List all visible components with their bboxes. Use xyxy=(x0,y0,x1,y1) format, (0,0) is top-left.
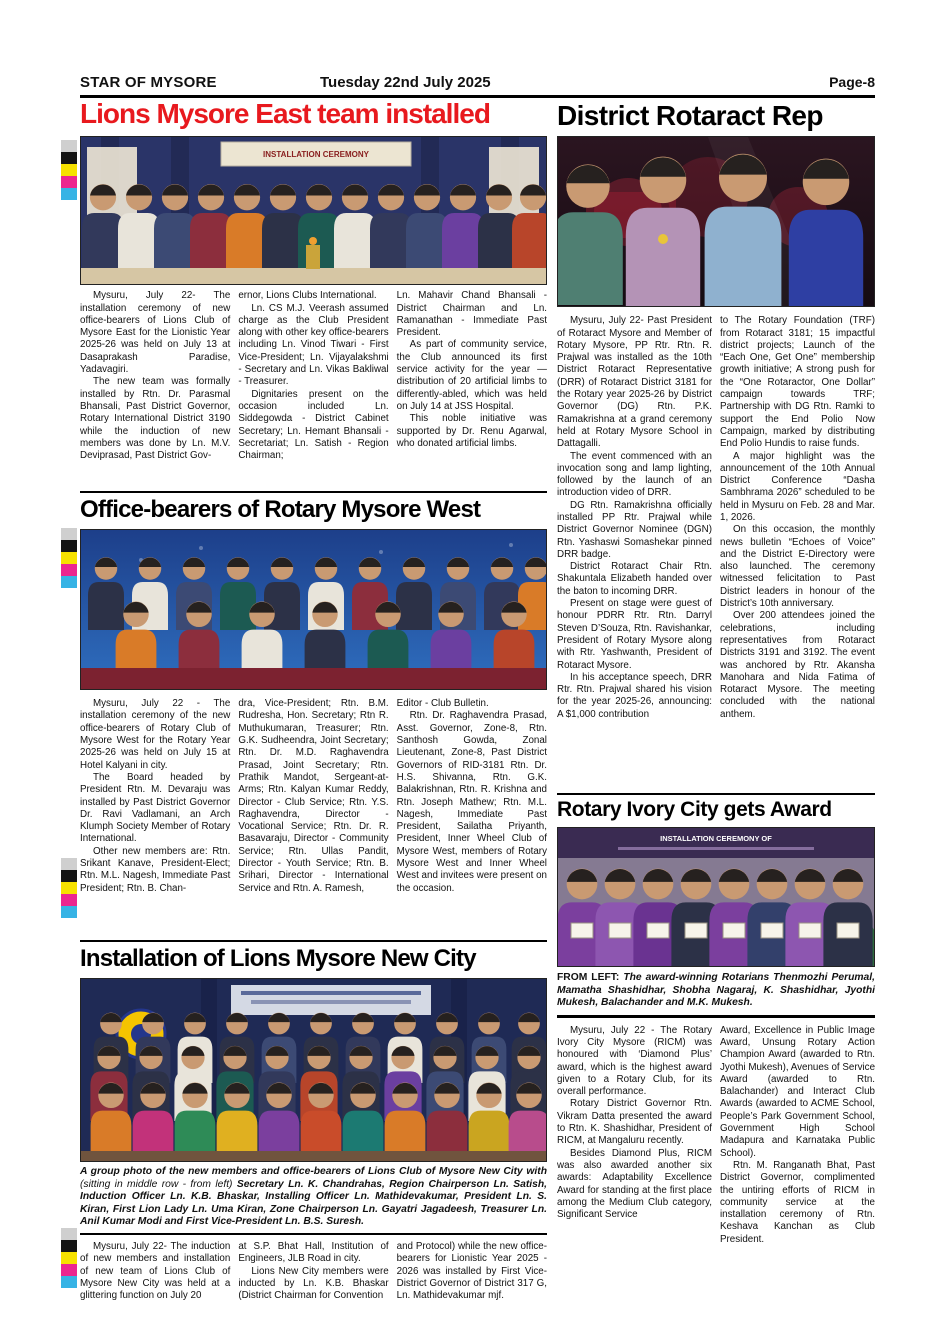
text-column xyxy=(720,315,875,787)
reg-chip-black xyxy=(61,540,77,552)
paragraph: On this occasion, the monthly news bulletin “Echoes of Voice” and the District E-Directory were also launched. The ceremony witnessed felicitation to Past District leaders in honour of the District’s 10th anniversary. xyxy=(720,524,875,610)
text-column xyxy=(397,290,547,482)
caption-text: (sitting in middle row - from left) xyxy=(80,1178,237,1190)
article-headline: Installation of Lions Mysore New City xyxy=(80,946,476,973)
article-headline: Office-bearers of Rotary Mysore West xyxy=(80,497,481,524)
paragraph: Rtn. Dr. Raghavendra Prasad, Asst. Governor, Zone-8, Rtn. Santhosh Gowda, Zonal Lieutenant, Zone-8, Past District Governors of RID-3181 Rtn. Dr. H.S. Shivanna, Rtn. G.K. Balakrishnan, Rtn. R. Krishna and Rtn. Joseph Mathew; Rtn. M.L. Nagesh, Immediate Past President, Sailatha Priyanth, President, Inner Wheel Club of Mysore West, members of Rotary Mysore West and Inner Wheel West and invitees were present on the occasion. xyxy=(396,710,547,894)
article-body xyxy=(80,698,547,933)
reg-chip-cyan xyxy=(61,188,77,200)
text-column xyxy=(557,1025,712,1287)
article-body xyxy=(80,290,547,482)
right-column xyxy=(557,101,875,1287)
photo-caption xyxy=(80,1166,547,1235)
article-body xyxy=(80,1241,547,1337)
text-column xyxy=(397,1241,547,1337)
paragraph: As part of community service, the Club announced its first service activity for the year — distribution of 20 artificial limbs to differently-abled, which was held on July 14 at JSS Hospital. xyxy=(396,339,547,412)
paragraph: Ln. Mahavir Chand Bhansali - District Chairman and Ln. Ramanathan - Immediate Past President. xyxy=(396,290,547,339)
reg-chip-black xyxy=(61,1240,77,1252)
reg-chip-gray xyxy=(61,1228,77,1240)
article-body xyxy=(557,1025,875,1287)
paragraph: ernor, Lions Clubs International. xyxy=(238,290,377,302)
paragraph: Other new members are: Rtn. Srikant Kanave, President-Elect; Rtn. M.L. Nagesh, Immediate Past President; Rtn. B. Chan- xyxy=(80,845,231,894)
reg-chip-magenta xyxy=(61,894,77,906)
article-lions-east xyxy=(80,99,547,482)
registration-marks xyxy=(61,528,77,588)
paragraph: The Board headed by President Rtn. M. Devaraju was installed by Past District Governor Dr. Ravi Vadlamani, an Arch Klumph Society Member of Rotary International. xyxy=(80,771,231,845)
caption-label: FROM LEFT: xyxy=(557,971,620,983)
text-column xyxy=(557,315,712,787)
paragraph: Award, Excellence in Public Image Award, Unsung Rotary Action Champion Award (awarded to Rtn. Jyothi Mukesh), Avenues of Service Award (awarded to Rtn. Balachander) and Interact Club Awards (awarded to ACME School, People’s Park Government School, Government High School Madapura and Karnataka Public School). xyxy=(720,1024,875,1159)
photo-banner-text: INSTALLATION CEREMONY OF xyxy=(660,833,772,843)
paragraph: A major highlight was the announcement of the 10th Annual District Conference “Dasha Sambhrama 2026” scheduled to be held in Mysuru on Feb. 28 and Mar. 1, 2026. xyxy=(720,450,875,523)
article-body xyxy=(557,315,875,787)
paragraph: Mysuru, July 22- The induction of new members and installation of new team of Lions Club of Mysore New City was held at a glittering function on July 20 xyxy=(80,1241,231,1302)
article-headline: Rotary Ivory City gets Award xyxy=(557,799,832,822)
reg-chip-cyan xyxy=(61,1276,77,1288)
issue-date: Tuesday 22nd July 2025 xyxy=(320,74,491,91)
registration-marks xyxy=(61,1228,77,1288)
paragraph: Mysuru, July 22- The installation ceremony of new office-bearers of Lions Club of Mysore East for the Lionistic Year 2025-26 was held on July 13 at Dasaprakash Paradise, Yadavagiri. xyxy=(80,290,231,376)
paragraph: Dignitaries present on the occasion included Ln. Siddegowda - District Cabinet Secretary; Ln. Hemant Bhansali - Secretariat; Ln. Satish - Region Chairman; xyxy=(238,388,389,462)
paragraph: at S.P. Bhat Hall, Institution of Engineers, JLB Road in city. xyxy=(238,1241,389,1265)
paragraph: The event commenced with an invocation song and lamp lighting, followed by the launch of an introduction video of DRR. xyxy=(557,450,712,499)
text-column xyxy=(80,1241,230,1337)
reg-chip-gray xyxy=(61,858,77,870)
reg-chip-gray xyxy=(61,528,77,540)
header-rule xyxy=(80,95,875,98)
article-ivory-city xyxy=(557,793,875,1286)
paragraph: Over 200 attendees joined the celebrations, including representatives from Rotaract Districts 3191 and 3192. The event was anchored by Rtr. Akansha Manohara and Nida Fatima of Rotaract Mysore. The meeting concluded with the national anthem. xyxy=(720,610,875,720)
paragraph: The new team was formally installed by Rtn. Dr. Parasmal Bhansali, Past District Governor, Rotary International District 3190 while the induction of new members was done by Ln. M.V. Deviprasad, Past District Gov- xyxy=(80,376,231,462)
page-number: Page-8 xyxy=(829,74,875,90)
paragraph: Mysuru, July 22- Past President of Rotaract Mysore and Member of Rotary Mysore, PP Rtr. Rtn. R. Prajwal was installed as the 10th District Rotaract Representative (DRR) of Rotaract District 3181 for the Rotary year 2025-26 by District Governor (DG) Rtn. P.K. Ramakrishna at a grand ceremony held at Rotary Mysore School in Dattagalli. xyxy=(557,315,712,450)
rotary-west-photo xyxy=(80,529,547,690)
text-column xyxy=(720,1025,875,1287)
reg-chip-magenta xyxy=(61,176,77,188)
reg-chip-yellow xyxy=(61,552,77,564)
paragraph: Lions New City members were inducted by Ln. K.B. Bhaskar (District Chairman for Convention xyxy=(238,1265,389,1302)
reg-chip-magenta xyxy=(61,564,77,576)
reg-chip-cyan xyxy=(61,576,77,588)
reg-chip-cyan xyxy=(61,906,77,918)
rotaract-photo xyxy=(557,136,875,307)
registration-marks xyxy=(61,140,77,200)
article-headline: Lions Mysore East team installed xyxy=(80,99,490,129)
reg-chip-gray xyxy=(61,140,77,152)
reg-chip-yellow xyxy=(61,1252,77,1264)
text-column xyxy=(80,290,230,482)
text-column xyxy=(397,698,547,933)
reg-chip-magenta xyxy=(61,1264,77,1276)
caption-text: Secretary Ln. K. Chandrahas, Region Chairperson Ln. Satish, Induction Officer Ln. K.B. Bhaskar, Installing Officer Ln. Mathidevakumar, President Ln. S. Kiran, First Lion Lady Ln. Uma Kiran, Zone Chairperson Ln. Gayatri Jagadeesh, Treasurer Ln. Anil Kumar Modi and First Vice-President Ln. B.S. Suresh. xyxy=(80,1178,547,1228)
paragraph: dra, Vice-President; Rtn. B.M. Rudresha, Hon. Secretary; Rtn R. Muthukumaran, Treasurer; Rtn. G.K. Sudheendra, Joint Secretary; Rtn. Dr. M.D. Raghavendra Prasad, Joint Secretary; Rtn. Prathik Mandot, Sergeant-at-Arms; Rtn. Kalyan Kumar Reddy, Director - Club Service; Rtn. Y.S. Raghavendra, Director - Vocational Service; Rtn. Dr. R. Basavaraju, Director - Community Service; Rtn. Ullas Pandit, Director - Youth Service; Rtn. B. Srihari, Director - International Service and Rtn. A. Ramesh, xyxy=(238,698,389,894)
caption-text: The award-winning Rotarians Thenmozhi Perumal, Mamatha Shashidhar, Shobha Nagaraj, K. Shashidhar, Jyothi Mukesh, Balachander and M.K. Mukesh. xyxy=(557,971,875,1009)
article-lions-new-city xyxy=(80,940,547,1337)
paragraph: Rtn. M. Ranganath Bhat, Past District Governor, complimented the untiring efforts of RICM in community service at the installation ceremony of Rtn. Keshava Kanchan as Club President. xyxy=(720,1159,875,1245)
masthead: STAR OF MYSORE xyxy=(80,74,217,91)
article-district-rotaract xyxy=(557,101,875,787)
lions-east-photo xyxy=(80,136,547,285)
paragraph: and Protocol) while the new office-bearers for Lionistic Year 2025 - 2026 was installed by First Vice-District Governor of District 317 G, Ln. Mathidevakumar mjf. xyxy=(396,1241,547,1302)
paragraph: Editor - Club Bulletin. xyxy=(396,698,489,710)
left-column xyxy=(80,99,547,1337)
reg-chip-black xyxy=(61,152,77,164)
registration-marks xyxy=(61,858,77,918)
reg-chip-yellow xyxy=(61,164,77,176)
paragraph: Present on stage were guest of honour PDRR Rtr. Rtn. Darryl Steven D’Souza, Rtn. Ravishankar, President of Rotary Mysore along with Rtr. Yashwanth, President of Rotaract Mysore. xyxy=(557,598,712,671)
reg-chip-yellow xyxy=(61,882,77,894)
paragraph: This noble initiative was supported by Dr. Renu Agarwal, who donated artificial limbs. xyxy=(396,413,547,449)
caption-text: A group photo of the new members and office-bearers of Lions Club of Mysore New City with xyxy=(80,1166,547,1178)
paragraph: Mysuru, July 22 - The installation ceremony of the new office-bearers of Rotary Club of Mysore West for the Rotary Year 2025-26 was held on July 15 at Hotel Kalyani in city. xyxy=(80,698,231,771)
paragraph: DG Rtn. Ramakrishna officially installed PP Rtr. Prajwal while District Governor Nominee (DGN) Rtn. Yashaswi Somashekar pinned DRR badge. xyxy=(557,499,712,560)
reg-chip-black xyxy=(61,870,77,882)
photo-banner-text: INSTALLATION CEREMONY xyxy=(263,150,369,160)
paragraph: Mysuru, July 22 - The Rotary Ivory City Mysore (RICM) was honoured with ‘Diamond Plus’ award, which is the highest award given to a Rotary Club, for its overall performance. xyxy=(557,1024,712,1098)
article-rotary-west xyxy=(80,491,547,933)
paragraph: District Rotaract Chair Rtn. Shakuntala Elizabeth handed over the baton to incoming DRR. xyxy=(557,561,712,597)
paragraph: Ln. CS M.J. Veerash assumed charge as the Club President along with other key office-bearers including Ln. Vinod Tiwari - First Vice-President; Ln. Vijayalakshmi - Secretary and Ln. Vikas Bakliwal - Treasurer. xyxy=(238,302,389,388)
lions-new-city-photo xyxy=(80,978,547,1162)
text-column xyxy=(80,698,230,933)
paragraph: Besides Diamond Plus, RICM was also awarded another six awards: Adaptability Excellence Award for standing at the first place among the Medium Club category, Significant Service xyxy=(557,1147,712,1221)
paragraph: In his acceptance speech, DRR Rtr. Rtn. Prajwal shared his vision for the year 2025-26, announcing: A $1,000 contribution xyxy=(557,671,712,720)
text-column xyxy=(238,1241,388,1337)
photo-caption xyxy=(557,972,875,1018)
paragraph: Rotary District Governor Rtn. Vikram Datta presented the award to Rtn. K. Shashidhar, President of RICM, at Mangaluru recently. xyxy=(557,1098,712,1147)
article-headline: District Rotaract Rep xyxy=(557,101,823,131)
text-column xyxy=(238,698,388,933)
text-column xyxy=(238,290,388,482)
ivory-city-photo xyxy=(557,827,875,967)
paragraph: to The Rotary Foundation (TRF) from Rotaract 3181; 15 impactful district projects; Launch of the “Each One, Get One” membership growth initiative; A strong push for the “One Rotaractor, One Dollar” campaign towards TRF; Partnership with DG Rtn. Ramki to support the End Polio Now Campaign, marked by distributing End Polio Hundis to raise funds. xyxy=(720,315,875,450)
page-header xyxy=(80,74,875,94)
